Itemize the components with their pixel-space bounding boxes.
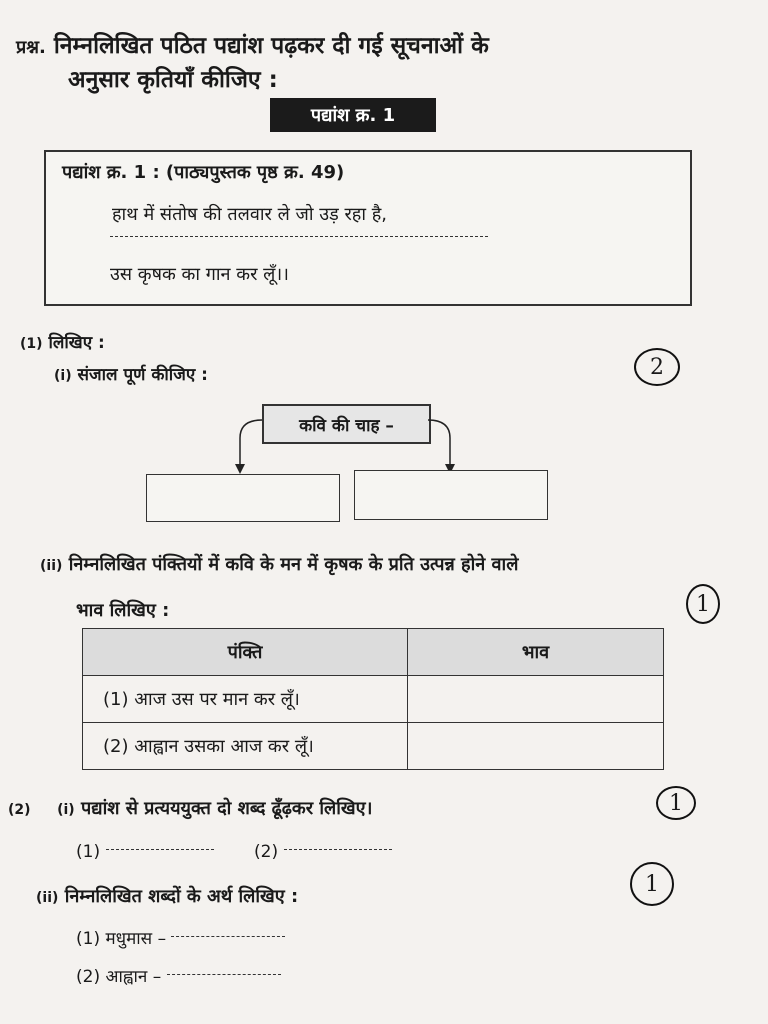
table-row bbox=[83, 723, 664, 770]
question-text-1: निम्नलिखित पठित पद्यांश पढ़कर दी गई सूचनाओं के bbox=[53, 33, 489, 59]
section2-number: (2) bbox=[8, 802, 31, 818]
mark-circle-2 bbox=[686, 584, 720, 624]
section1-title: लिखिए : bbox=[48, 333, 105, 353]
answer-1 bbox=[76, 842, 214, 862]
part-ii-line-1 bbox=[40, 552, 518, 576]
section2-part-ii-number: (ii) bbox=[36, 890, 59, 906]
section2-part-i bbox=[8, 796, 372, 820]
meaning-item-2-blank[interactable] bbox=[167, 974, 281, 975]
mark-value-4: 1 bbox=[645, 871, 659, 897]
row2-answer[interactable] bbox=[408, 723, 664, 770]
part-ii-text-1: निम्नलिखित पंक्तियों में कवि के मन में कृषक के प्रति उत्पन्न होने वाले bbox=[68, 554, 519, 575]
meaning-item-1 bbox=[76, 926, 285, 949]
mark-circle-4 bbox=[630, 862, 674, 906]
section1-heading bbox=[20, 330, 105, 353]
section2-part-ii bbox=[36, 884, 298, 908]
part-ii-text-2: भाव लिखिए : bbox=[76, 600, 170, 621]
mark-value-1: 2 bbox=[650, 354, 664, 380]
table-header-row bbox=[83, 629, 664, 676]
mark-value-2: 1 bbox=[696, 591, 710, 617]
row1-answer[interactable] bbox=[408, 676, 664, 723]
answer-2 bbox=[254, 842, 392, 862]
section2-part-ii-text: निम्नलिखित शब्दों के अर्थ लिखिए : bbox=[64, 886, 299, 907]
question-text-2: अनुसार कृतियाँ कीजिए : bbox=[68, 67, 278, 93]
section2-part-i-text: पद्यांश से प्रत्यययुक्त दो शब्द ढूँढ़कर लिखिए। bbox=[81, 798, 373, 819]
part-ii-number: (ii) bbox=[40, 558, 63, 574]
header-pankti: पंक्ति bbox=[83, 629, 408, 676]
concept-center-box: कवि की चाह – bbox=[262, 404, 431, 444]
answer-2-label: (2) bbox=[254, 842, 279, 862]
section1-part-i bbox=[54, 362, 208, 385]
answer-1-blank[interactable] bbox=[106, 849, 214, 850]
passage-badge: पद्यांश क्र. 1 bbox=[270, 98, 436, 132]
answer-2-blank[interactable] bbox=[284, 849, 392, 850]
meaning-item-1-blank[interactable] bbox=[171, 936, 285, 937]
passage-line-1: हाथ में संतोष की तलवार ले जो उड़ रहा है, bbox=[112, 204, 388, 225]
section2-part-i-number: (i) bbox=[57, 802, 75, 818]
passage-ellipsis-line bbox=[110, 236, 488, 237]
row2-line: (2) आह्वान उसका आज कर लूँ। bbox=[83, 723, 408, 770]
concept-answer-box-right[interactable] bbox=[354, 470, 548, 520]
section1-number: (1) bbox=[20, 336, 43, 352]
row1-line: (1) आज उस पर मान कर लूँ। bbox=[83, 676, 408, 723]
question-label: प्रश्न. bbox=[16, 37, 46, 58]
question-line-1 bbox=[16, 28, 489, 60]
passage-heading: पद्यांश क्र. 1 : (पाठ्यपुस्तक पृष्ठ क्र. 49) bbox=[62, 162, 345, 183]
mark-value-3: 1 bbox=[669, 790, 683, 816]
part-i-text: संजाल पूर्ण कीजिए : bbox=[77, 365, 208, 385]
answer-1-label: (1) bbox=[76, 842, 101, 862]
bhav-table bbox=[82, 628, 664, 770]
header-bhav: भाव bbox=[408, 629, 664, 676]
concept-answer-box-left[interactable] bbox=[146, 474, 340, 522]
passage-box bbox=[44, 150, 692, 306]
mark-circle-3 bbox=[656, 786, 696, 820]
meaning-item-2 bbox=[76, 964, 281, 987]
left-arrow-head bbox=[235, 464, 245, 474]
table-row bbox=[83, 676, 664, 723]
mark-circle-1 bbox=[634, 348, 680, 386]
passage-line-2: उस कृषक का गान कर लूँ।। bbox=[110, 264, 289, 285]
part-i-number: (i) bbox=[54, 368, 72, 384]
meaning-item-1-label: (1) मधुमास – bbox=[76, 929, 167, 949]
meaning-item-2-label: (2) आह्वान – bbox=[76, 967, 162, 987]
concept-arrows bbox=[228, 416, 468, 476]
